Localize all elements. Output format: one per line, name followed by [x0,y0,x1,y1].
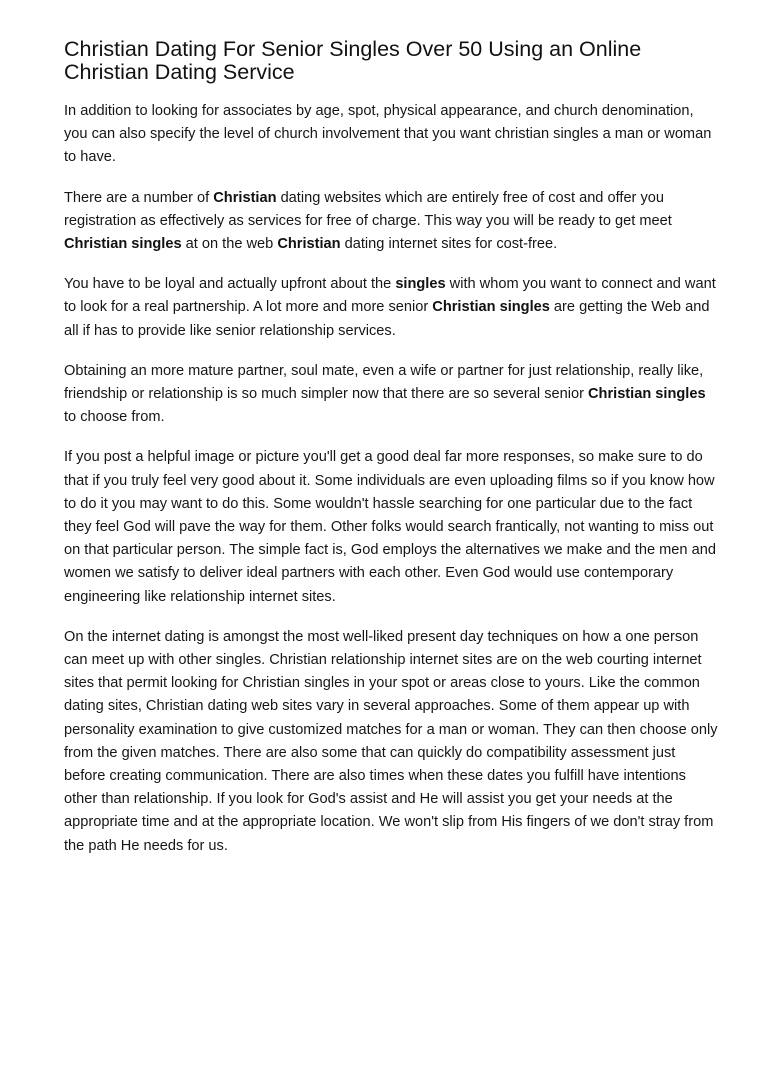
paragraph-5 [64,446,718,608]
bold-keyword: Christian [213,189,277,206]
text-run: with whom you want to connect and want to look for a real partnership. A lot more and more senior [64,276,716,316]
bold-keyword: Christian singles [588,386,706,403]
text-run: to choose from. [64,409,165,426]
bold-keyword: Christian [277,236,341,253]
paragraph-4 [64,360,718,430]
text-run: dating internet sites for cost-free. [340,236,558,253]
document-body [64,100,718,858]
document-title: Christian Dating For Senior Singles Over 50 Using an Online Christian Dating Service [64,37,642,84]
paragraph-6 [64,626,718,858]
text-run: In addition to looking for associates by age, spot, physical appearance, and church denomination, you can also specify the level of church involvement that you want christian singles a man or woman to have. [64,103,712,166]
text-run: at on the web [181,236,278,253]
text-run: There are a number of [64,189,214,206]
bold-keyword: singles [395,276,446,293]
bold-keyword: Christian singles [432,299,550,316]
paragraph-3 [64,273,718,343]
text-run: dating websites which are entirely free of cost and offer you registration as effectively as services for free of charge. This way you will be ready to get meet [64,189,672,229]
text-run: On the internet dating is amongst the most well-liked present day techniques on how a one person can meet up with other singles. Christian relationship internet sites are on the web courting internet sites that permit looking for Christian singles in your spot or areas close to yours. Like the common dating sites, Christian dating web sites vary in several approaches. Some of them appear up with personality examination to give customized matches for a man or woman. They can then choose only from the given matches. There are also some that can quickly do compatibility assessment just before creating communication. There are also times when these dates you fulfill have intentions other than relationship. If you look for God's assist and He will assist you get your needs at the appropriate time and at the appropriate location. We won't slip from His fingers of we don't stray from the path He needs for us. [64,628,718,854]
text-run: are getting the Web and all if has to provide like senior relationship services. [64,299,710,339]
paragraph-2 [64,187,718,257]
paragraph-1 [64,100,718,170]
text-run: Obtaining an more mature partner, soul mate, even a wife or partner for just relationship, really like, friendship or relationship is so much simpler now that there are so several senior [64,362,704,403]
bold-keyword: Christian singles [64,236,182,253]
text-run: If you post a helpful image or picture you'll get a good deal far more responses, so make sure to do that if you truly feel very good about it. Some individuals are even uploading films so if you know how to do it you may want to do this. Some wouldn't hassle searching for one particular due to the fact they feel God will pave the way for them. Other folks would search frantically, not wanting to miss out on that particular person. The simple fact is, God employs the alternatives we make and the men and women we satisfy to deliver ideal partners with each other. Even God would use contemporary engineering like relationship internet sites. [64,449,716,605]
text-run: You have to be loyal and actually upfront about the [64,276,396,293]
